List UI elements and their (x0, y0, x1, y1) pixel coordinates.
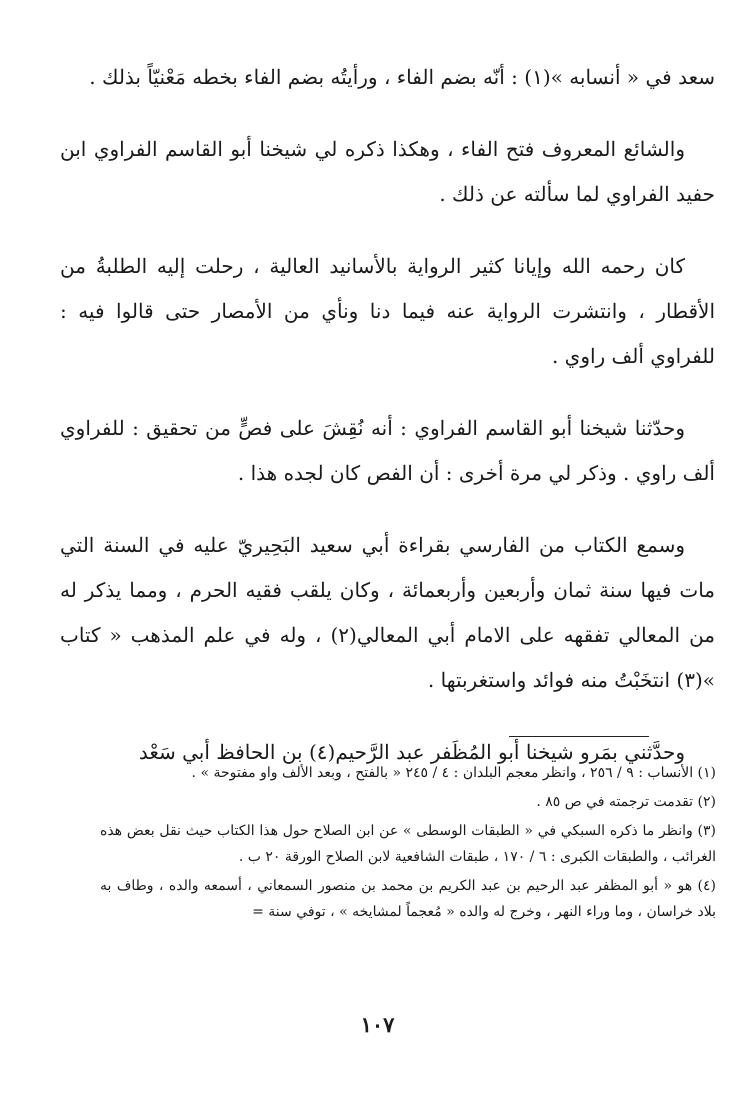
footnote-3: (٣) وانظر ما ذكره السبكي في « الطبقات الوسطى » عن ابن الصلاح حول هذا الكتاب حيث نقل بعض هذه الغرائب ، والطبقات الكبرى : ٦ / ١٧٠ ، طبقات الشافعية لابن الصلاح الورقة ٢٠ ب . (100, 823, 716, 865)
footnote-4: (٤) هو « أبو المظفر عبد الرحيم بن عبد الكريم بن محمد بن منصور السمعاني ، أسمعه والده ، وطاف به بلاد خراسان ، وما وراء النهر ، وخرج له والده « مُعجماً لمشايخه » ، توفي سنة = (100, 878, 716, 920)
main-text (60, 55, 715, 802)
page-number: ١٠٧ (360, 1012, 395, 1037)
footnote-1: (١) الأنساب : ٩ / ٢٥٦ ، وانظر معجم البلدان : ٤ / ٢٤٥ « بالفتح ، وبعد الألف واو مفتوحة » . (191, 765, 716, 781)
paragraph-4: وحدّثنا شيخنا أبو القاسم الفراوي : أنه نُقِشَ على فصٍّ من تحقيق : للفراوي ألف راوي . وذكر لي مرة أخرى : أن الفص كان لجده هذا . (60, 416, 715, 485)
paragraph-1: سعد في « أنسابه »(١) : أنّه بضم الفاء ، ورأيتُه بضم الفاء بخطه مَعْنيّاً بذلك . (89, 65, 715, 89)
footnotes (100, 760, 716, 928)
paragraph-6: وحدَّثني بمَرو شيخنا أبو المُظَفر عبد الرَّحيم(٤) بن الحافظ أبي سَعْد (138, 740, 685, 764)
paragraph-3: كان رحمه الله وإيانا كثير الرواية بالأسانيد العالية ، رحلت إليه الطلبةُ من الأقطار ، وانتشرت الرواية عنه فيما دنا ونأي من الأمصار حتى قالوا فيه : للفراوي ألف راوي . (60, 254, 715, 368)
paragraph-5: وسمع الكتاب من الفارسي بقراءة أبي سعيد البَحِيريّ عليه في السنة التي مات فيها سنة ثمان وأربعين وأربعمائة ، وكان يلقب فقيه الحرم ، ومما يذكر له من المعالي تفقهه على الامام أبي المعالي(٢) ، وله في علم المذهب « كتاب »(٣) انتخَبْتُ منه فوائد واستغربتها . (60, 533, 716, 692)
footnote-2: (٢) تقدمت ترجمته في ص ٨٥ . (536, 794, 716, 810)
paragraph-2: والشائع المعروف فتح الفاء ، وهكذا ذكره لي شيخنا أبو القاسم الفراوي ابن حفيد الفراوي لما سألته عن ذلك . (60, 137, 715, 206)
footnote-separator (509, 736, 649, 737)
